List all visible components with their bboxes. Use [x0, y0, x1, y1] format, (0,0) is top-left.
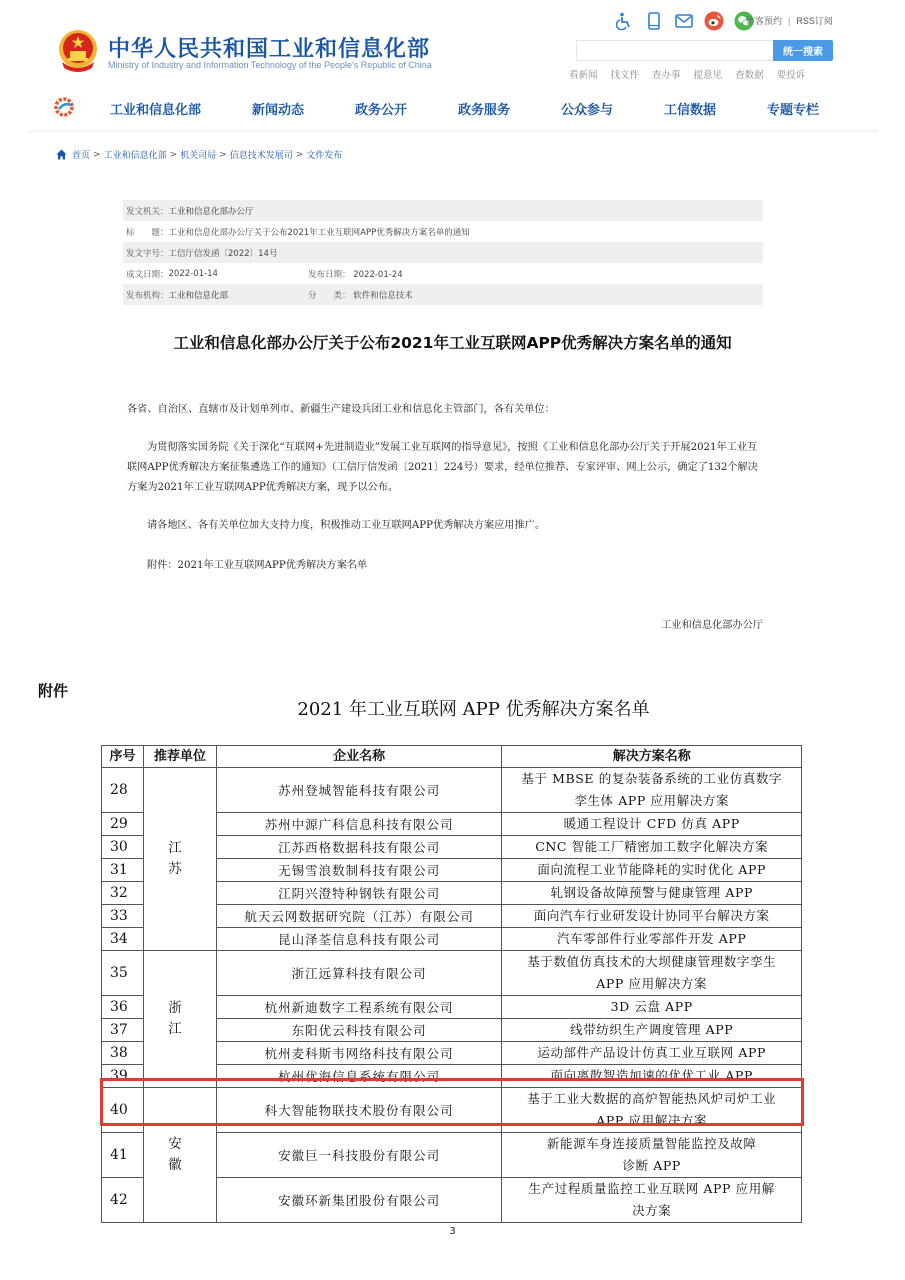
- cell-seq: 31: [102, 859, 144, 882]
- meta-org-row: [123, 284, 763, 305]
- cell-seq: 37: [102, 1019, 144, 1042]
- quick-links: [569, 67, 805, 81]
- table-row: [102, 951, 802, 996]
- cell-solution: 面向流程工业节能降耗的实时优化 APP: [502, 859, 802, 882]
- breadcrumb-separator: >: [93, 149, 101, 160]
- support-paragraph: 请各地区、各有关单位加大支持力度，积极推动工业互联网APP优秀解决方案应用推广。: [147, 520, 545, 531]
- breadcrumb-it-dev-dept[interactable]: 信息技术发展司: [229, 151, 293, 161]
- cell-solution: [502, 768, 802, 813]
- quick-link-services[interactable]: 查办事: [652, 70, 681, 81]
- cell-seq: 40: [102, 1088, 144, 1133]
- meta-title-row: [123, 221, 763, 242]
- cell-seq: 35: [102, 951, 144, 996]
- column-header-region: 推荐单位: [143, 746, 216, 768]
- solution-line: APP 应用解决方案: [596, 1113, 708, 1128]
- quick-link-complaint[interactable]: 要投诉: [776, 70, 806, 81]
- visitor-appointment-link[interactable]: 访客预约: [746, 16, 783, 26]
- quick-link-data[interactable]: 查数据: [735, 70, 764, 81]
- main-paragraph: 为贯彻落实国务院《关于深化“互联网+先进制造业”发展工业互联网的指导意见》，按照《工业和信息化部办公厅关于开展2021年工业互联网APP优秀解决方案征集遴选工作的通知》（工信厅信发函〔2021〕224号）要求，经单位推荐、专家评审、网上公示，确定了132个解决方案为2021年工业互联网APP优秀解决方案，现予以公布。: [127, 442, 758, 493]
- cell-solution: 汽车零部件行业零部件开发 APP: [502, 928, 802, 951]
- cell-seq: 38: [102, 1042, 144, 1065]
- solution-line: 诊断 APP: [622, 1158, 681, 1173]
- meta-written-label: 成文日期：: [126, 269, 169, 280]
- cell-solution: 轧钢设备故障预警与健康管理 APP: [502, 882, 802, 905]
- nav-item-ministry[interactable]: 工业和信息化部: [110, 103, 202, 118]
- nav-item-special-topics[interactable]: 专题专栏: [767, 103, 820, 118]
- breadcrumb-file-release[interactable]: 文件发布: [306, 151, 343, 161]
- cell-company: 浙江远算科技有限公司: [216, 951, 502, 996]
- solution-line: 基于数值仿真技术的大坝健康管理数字孪生: [527, 954, 777, 969]
- meta-org-label: 发布机构：: [126, 290, 169, 301]
- cell-company: 杭州新迪数字工程系统有限公司: [216, 996, 502, 1019]
- cell-company: 杭州优海信息系统有限公司: [216, 1065, 502, 1088]
- table-header-row: [102, 746, 802, 768]
- nav-divider: [28, 130, 878, 134]
- site-header: [0, 0, 905, 88]
- cell-seq: 41: [102, 1133, 144, 1178]
- cell-company: 安徽巨一科技股份有限公司: [216, 1133, 502, 1178]
- cell-seq: 39: [102, 1065, 144, 1088]
- cell-solution: [502, 1088, 802, 1133]
- meta-category-value: 软件和信息技术: [353, 290, 413, 301]
- meta-issuer-value[interactable]: 工业和信息化部办公厅: [168, 206, 254, 217]
- cell-company: 无锡雪浪数制科技有限公司: [216, 859, 502, 882]
- quick-link-feedback[interactable]: 提意见: [693, 70, 723, 81]
- cell-company: 杭州麦科斯韦网络科技有限公司: [216, 1042, 502, 1065]
- cell-solution: 线带纺织生产调度管理 APP: [502, 1019, 802, 1042]
- accessibility-icon[interactable]: [614, 11, 634, 31]
- breadcrumb-separator: >: [169, 149, 178, 160]
- cell-solution: 3D 云盘 APP: [502, 996, 802, 1019]
- cell-seq: 32: [102, 882, 144, 905]
- cell-region: 安 徽: [143, 1088, 216, 1223]
- nav-item-public-participation[interactable]: 公众参与: [561, 103, 614, 118]
- cell-solution: 暖通工程设计 CFD 仿真 APP: [502, 813, 802, 836]
- meta-issuer-label: 发文机关：: [126, 206, 169, 217]
- cell-company: 航天云网数据研究院（江苏）有限公司: [216, 905, 502, 928]
- cell-company: 科大智能物联技术股份有限公司: [216, 1088, 502, 1133]
- table-row: [102, 768, 802, 813]
- column-header-solution: 解决方案名称: [502, 746, 802, 768]
- site-title[interactable]: 中华人民共和国工业和信息化部: [108, 37, 431, 62]
- breadcrumb-departments[interactable]: 机关司局: [180, 151, 217, 161]
- meta-issuer-row: [123, 200, 763, 221]
- meta-docno-row: [123, 242, 763, 263]
- column-header-seq: 序号: [102, 746, 144, 768]
- separator: |: [788, 16, 791, 26]
- cell-company: 东阳优云科技有限公司: [216, 1019, 502, 1042]
- column-header-company: 企业名称: [216, 746, 502, 768]
- salutation: 各省、自治区、直辖市及计划单列市、新疆生产建设兵团工业和信息化主管部门，各有关单位：: [127, 404, 555, 415]
- breadcrumb: [56, 148, 342, 161]
- solution-line: 生产过程质量监控工业互联网 APP 应用解: [528, 1181, 775, 1196]
- cell-seq: 34: [102, 928, 144, 951]
- solutions-table: [101, 745, 802, 1223]
- cell-solution: [502, 1133, 802, 1178]
- meta-category-label: 分 类：: [308, 290, 351, 301]
- meta-org-value[interactable]: 工业和信息化部: [168, 290, 229, 301]
- attachment-label: 附件: [38, 682, 69, 700]
- attachment-title: 2021 年工业互联网 APP 优秀解决方案名单: [297, 699, 650, 720]
- cell-company: 苏州中源广科信息科技有限公司: [216, 813, 502, 836]
- cell-solution: 运动部件产品设计仿真工业互联网 APP: [502, 1042, 802, 1065]
- table-row-highlighted: [102, 1088, 802, 1133]
- solution-line: APP 应用解决方案: [596, 976, 708, 991]
- home-icon[interactable]: [56, 149, 67, 160]
- quick-link-files[interactable]: 找文件: [610, 70, 640, 81]
- solution-line: 基于 MBSE 的复杂装备系统的工业仿真数字: [521, 771, 783, 786]
- cell-solution: CNC 智能工厂精密加工数字化解决方案: [502, 836, 802, 859]
- solution-line: 新能源车身连接质量智能监控及故障: [546, 1136, 757, 1151]
- national-emblem-icon: [56, 28, 100, 74]
- document-title: 工业和信息化部办公厅关于公布2021年工业互联网APP优秀解决方案名单的通知: [173, 334, 732, 352]
- cell-solution: 面向离散智造加速的优优工业 APP: [502, 1065, 802, 1088]
- page-number: 3: [449, 1226, 456, 1237]
- cell-region: 浙 江: [143, 951, 216, 1088]
- meta-dates-row: [123, 263, 763, 284]
- cell-company: 江苏西格数据科技有限公司: [216, 836, 502, 859]
- weibo-icon[interactable]: [704, 11, 724, 31]
- nav-item-news[interactable]: 新闻动态: [252, 103, 305, 118]
- meta-published-value: 2022-01-24: [353, 269, 403, 280]
- meta-published-label: 发布日期：: [308, 269, 351, 280]
- rss-link[interactable]: RSS订阅: [796, 16, 833, 26]
- unified-search-button[interactable]: 统一搜索: [773, 40, 833, 61]
- breadcrumb-home[interactable]: 首页: [72, 151, 91, 161]
- solution-line: 决方案: [632, 1203, 672, 1218]
- quick-link-news[interactable]: 看新闻: [569, 70, 598, 81]
- breadcrumb-ministry[interactable]: 工业和信息化部: [103, 151, 167, 161]
- nav-item-data[interactable]: 工信数据: [664, 103, 717, 118]
- cell-seq: 42: [102, 1178, 144, 1223]
- utility-links: [746, 14, 833, 27]
- meta-docno-label: 发文字号：: [126, 248, 169, 259]
- breadcrumb-separator: >: [219, 149, 227, 160]
- utility-icons: [614, 10, 754, 32]
- cell-seq: 36: [102, 996, 144, 1019]
- table-continuation-line: [101, 1208, 102, 1220]
- mail-icon[interactable]: [674, 11, 694, 31]
- ministry-logo-icon[interactable]: [53, 96, 75, 118]
- mobile-icon[interactable]: [644, 11, 664, 31]
- cell-seq: 33: [102, 905, 144, 928]
- search-input[interactable]: [576, 40, 774, 61]
- cell-company: 昆山泽荃信息科技有限公司: [216, 928, 502, 951]
- cell-company: 江阴兴澄特种钢铁有限公司: [216, 882, 502, 905]
- cell-solution: 面向汽车行业研发设计协同平台解决方案: [502, 905, 802, 928]
- breadcrumb-separator: >: [295, 149, 304, 160]
- document-metadata: [123, 200, 763, 305]
- signature: 工业和信息化部办公厅: [661, 620, 763, 631]
- solution-line: 基于工业大数据的高炉智能热风炉司炉工业: [527, 1091, 777, 1106]
- cell-seq: 29: [102, 813, 144, 836]
- main-nav: [0, 88, 905, 130]
- meta-docno-value: 工信厅信发函〔2022〕14号: [168, 248, 278, 259]
- cell-company: 安徽环新集团股份有限公司: [216, 1178, 502, 1223]
- nav-item-gov-services[interactable]: 政务服务: [458, 103, 511, 118]
- meta-title-value: 工业和信息化部办公厅关于公布2021年工业互联网APP优秀解决方案名单的通知: [168, 227, 470, 238]
- attachment-line[interactable]: 附件：2021年工业互联网APP优秀解决方案名单: [147, 560, 368, 571]
- meta-written-value: 2022-01-14: [168, 268, 218, 279]
- cell-seq: 28: [102, 768, 144, 813]
- site-subtitle: Ministry of Industry and Information Technology of the People's Republic of China: [108, 60, 432, 70]
- cell-solution: [502, 1178, 802, 1223]
- cell-solution: [502, 951, 802, 996]
- solution-line: 孪生体 APP 应用解决方案: [574, 793, 730, 808]
- meta-title-label: 标 题：: [126, 227, 169, 238]
- cell-company: 苏州登城智能科技有限公司: [216, 768, 502, 813]
- nav-item-gov-affairs[interactable]: 政务公开: [355, 103, 408, 118]
- cell-seq: 30: [102, 836, 144, 859]
- cell-region: 江 苏: [143, 768, 216, 951]
